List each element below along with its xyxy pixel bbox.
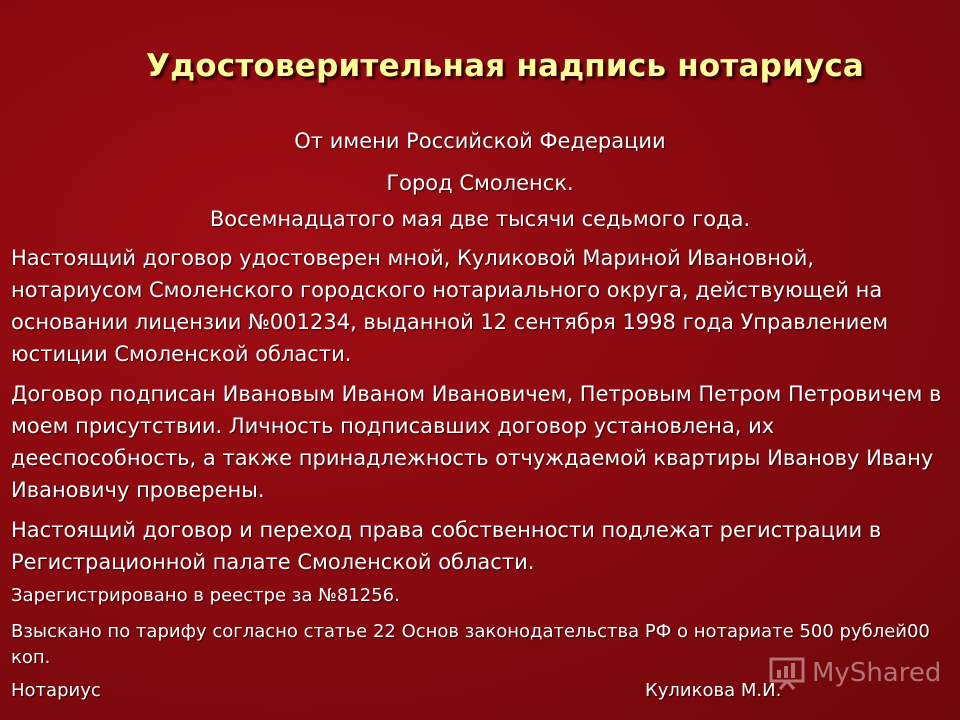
header-line-city: Город Смоленск. bbox=[386, 171, 574, 195]
header-line-on-behalf: От имени Российской Федерации bbox=[294, 129, 666, 153]
presentation-board-icon bbox=[768, 656, 806, 690]
watermark bbox=[768, 656, 948, 692]
signature-row bbox=[11, 680, 811, 708]
signature-role: Нотариус bbox=[11, 680, 101, 701]
slide-title: Удостоверительная надпись нотариуса bbox=[145, 48, 865, 84]
paragraph-registration: Настоящий договор и переход права собственности подлежат регистрации в Регистрационной палате Смоленской области. bbox=[11, 518, 882, 574]
header-line-date: Восемнадцатого мая две тысячи седьмого года. bbox=[209, 207, 751, 231]
watermark-text: MyShared bbox=[812, 658, 942, 688]
registry-line: Зарегистрировано в реестре за №81256. bbox=[11, 585, 400, 606]
signature-name: Куликова М.И. bbox=[645, 680, 782, 701]
paragraph-certification: Настоящий договор удостоверен мной, Куликовой Мариной Ивановной, нотариусом Смоленского городского нотариального округа, действующей на основании лицензии №001234, выданной 12 сентября 1998 года Управлением юстиции Смоленской области. bbox=[11, 246, 889, 366]
fee-line: Взыскано по тарифу согласно статье 22 Основ законодательства РФ о нотариате 500 рублей00 коп. bbox=[11, 621, 930, 668]
paragraph-signing: Договор подписан Ивановым Иваном Ивановичем, Петровым Петром Петровичем в моем присутствии. Личность подписавших договор установлена, их дееспособность, а также принадлежность отчуждаемой квартиры Иванову Ивану Ивановичу проверены. bbox=[11, 382, 942, 502]
